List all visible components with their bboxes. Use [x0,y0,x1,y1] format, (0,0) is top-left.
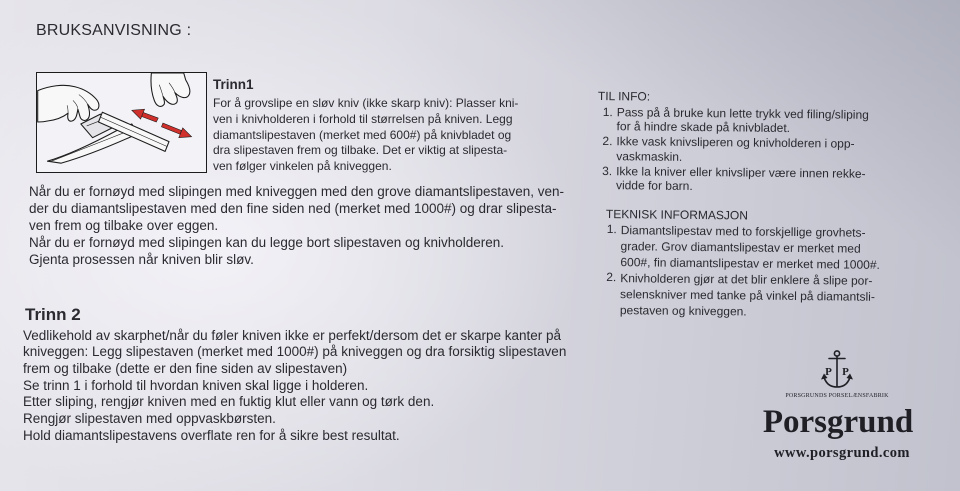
step1-continued-line: Når du er fornøyd med slipingen med kniveggen med den grove diamantslipestaven, ven- [29,183,565,199]
motion-arrow-forward-head [179,128,192,138]
step1-continued-line: ven frem og tilbake over eggen. [29,217,219,233]
brand-wordmark: Porsgrund [762,404,914,440]
info-item [602,164,868,196]
info-section [597,88,869,196]
motion-arrow-back [132,109,158,122]
item-line: Pass på å bruke kun lette trykk ved filing/sliping [616,104,869,122]
step1-continued-line: Gjenta prosessen når kniven blir sløv. [29,251,254,267]
item-line: Ikke la kniver eller knivsliper være innen rekke- [616,163,866,181]
step1-continued-text [29,183,564,268]
step2-line: Rengjør slipestaven med oppvaskbørsten. [23,411,276,427]
technical-heading: TEKNISK INFORMASJON [605,206,748,223]
motion-arrow-forward [161,123,191,138]
item-line: selenskniver med tanke på vinkel på diamantsli- [620,287,875,304]
item-line: for å hindre skade på knivbladet. [616,119,791,136]
item-number: 1. [602,104,613,119]
step1-line: ven følger vinkelen på kniveggen. [213,159,392,174]
left-hand [38,85,99,122]
item-line: vidde for barn. [615,178,693,194]
item-number: 2. [606,270,617,285]
item-line: Diamantslipestav med to forskjellige grovhets- [620,223,866,240]
item-number: 3. [602,163,613,178]
step1-line: ven i knivholderen i forhold til størrelsen på kniven. Legg [213,111,513,126]
step2-line: Hold diamantslipestavens overflate ren for å sikre best resultat. [23,427,400,443]
manufacturer-name: PORSGRUNDS PORSELÆNSFABRIK [785,393,889,399]
item-line: vaskmaskin. [616,149,683,164]
item-number: 1. [606,222,617,237]
page-title: BRUKSANVISNING : [36,22,192,39]
info-item [602,134,868,166]
step1-line: diamantslipestaven (merket med 600#) på knivbladet og [213,127,512,142]
anchor-ring [834,351,839,356]
step1-text [213,96,518,175]
technical-item [606,222,880,273]
info-heading: TIL INFO: [597,88,651,104]
step1-line: For å grovslipe en sløv kniv (ikke skarp kniv): Plasser kni- [213,96,519,110]
item-line: Ikke vask knivsliperen og knivholderen i opp- [616,134,855,151]
item-number: 2. [602,134,613,149]
item-line: Knivholderen gjør at det blir enklere å slipe por- [620,271,873,288]
technical-section [605,206,881,321]
step2-heading: Trinn 2 [25,305,81,324]
technical-item [606,270,880,321]
step1-heading: Trinn1 [213,77,254,92]
step2-line: Vedlikehold av skarphet/når du føler kniven ikke er perfekt/dersom det er skarpe kanter på [23,327,562,343]
motion-arrow-back-head [132,109,145,119]
item-line: pestaven og kniveggen. [619,303,747,319]
monogram-letter-left: P [825,366,832,378]
brand-emblem [815,350,859,390]
step2-text [23,328,566,445]
item-line: grader. Grov diamantslipestav er merket med [620,239,861,256]
motion-arrow-back-shaft [141,112,159,122]
step1-continued-line: der du diamantslipestaven med den fine siden ned (merket med 1000#) og drar slipesta- [29,200,557,216]
step2-line: Etter sliping, rengjør kniven med en fuktig klut eller vann og tørk den. [23,394,435,410]
brand-url: www.porsgrund.com [774,445,910,461]
monogram-letter-right: P [842,366,849,378]
step1-continued-line: Når du er fornøyd med slipingen kan du legge bort slipestaven og knivholderen. [29,234,505,250]
info-item [603,105,869,137]
step2-line: kniveggen: Legg slipestaven (merket med 1000#) på kniveggen og dra forsiktig slipestaven [23,344,567,360]
item-line: 600#, fin diamantslipestav er merket med 1000#. [620,255,880,272]
step1-line: dra slipestaven frem og tilbake. Det er viktig at slipesta- [213,143,508,158]
illustration-frame [36,72,207,173]
anchor-icon [815,350,859,390]
knife-sharpening-illustration [37,73,205,171]
motion-arrow-forward-shaft [161,123,181,134]
step2-line: Se trinn 1 i forhold til hvordan kniven skal ligge i holderen. [23,377,369,393]
step2-line: frem og tilbake (dette er den fine siden av slipestaven) [23,360,348,376]
right-hand [151,73,190,106]
